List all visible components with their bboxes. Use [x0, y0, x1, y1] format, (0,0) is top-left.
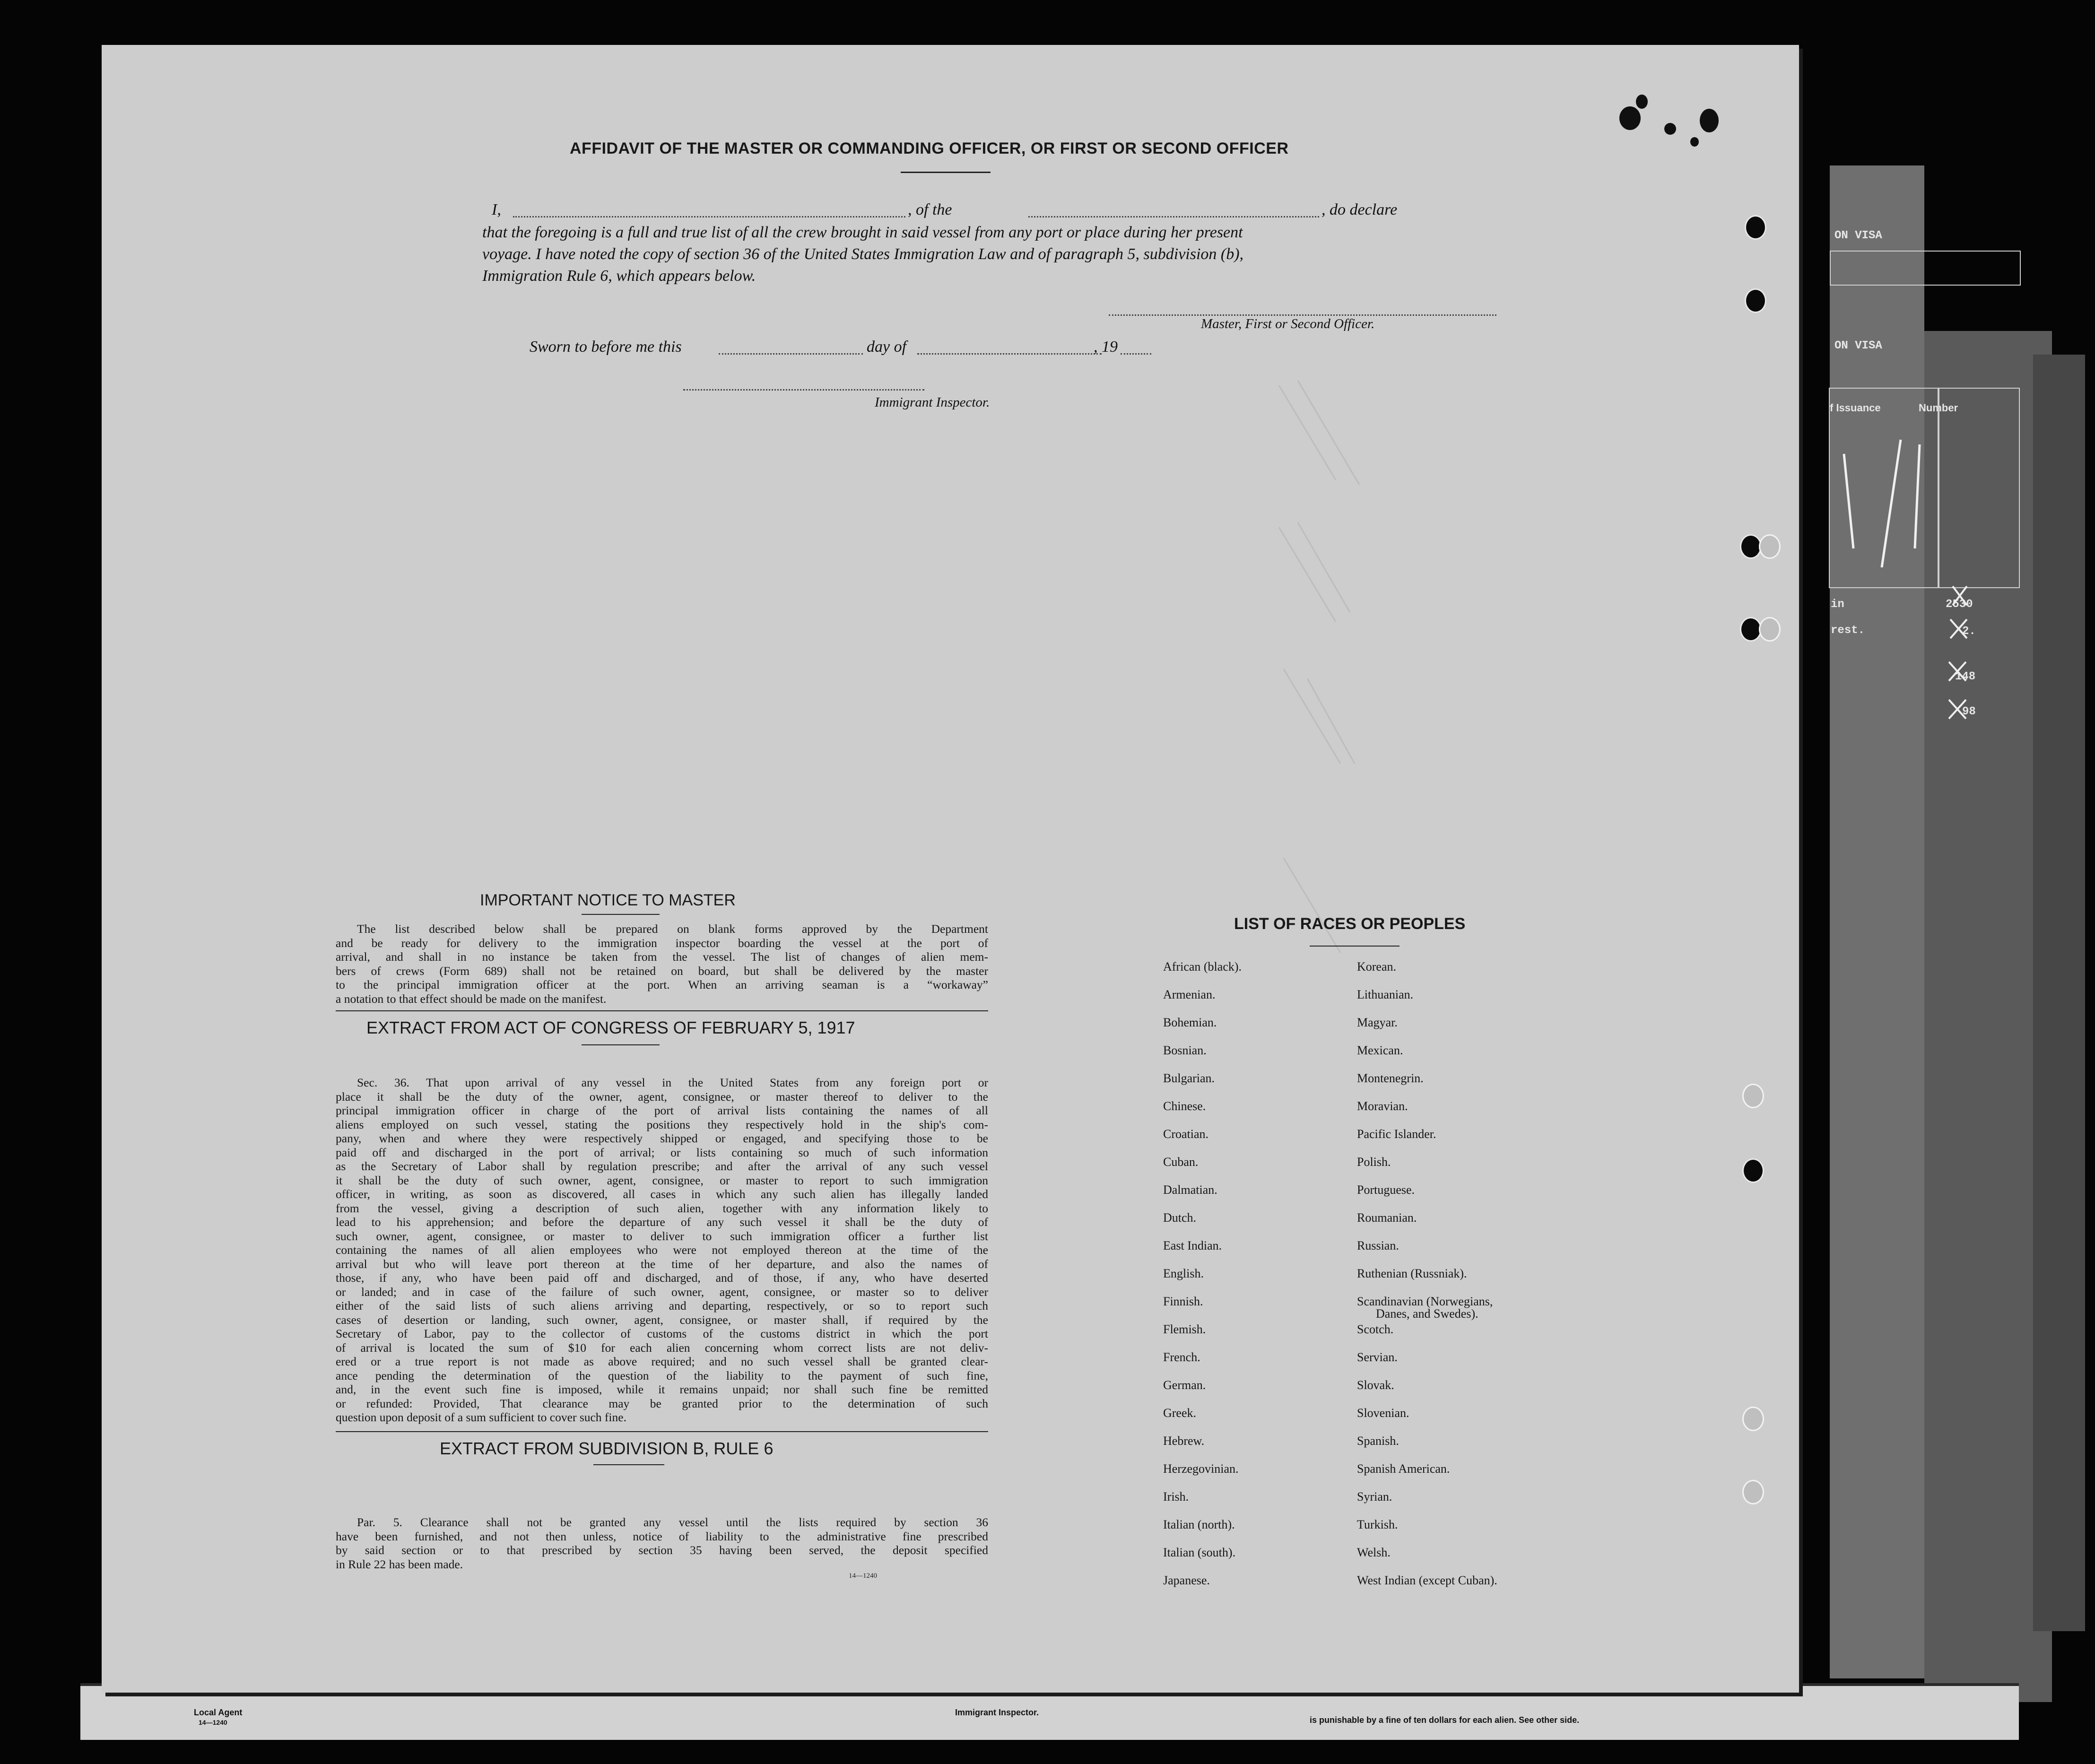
race-item: Croatian.	[1163, 1127, 1209, 1141]
act-line: officer, in writing, as soon as discovered, all cases in which any such alien has illegally landed	[336, 1187, 988, 1201]
sworn-month-blank[interactable]	[917, 353, 1102, 355]
page-stain	[1700, 109, 1719, 132]
notice-line: arrival, and shall in no instance be taken from the vessel. The list of changes of alien mem-	[336, 950, 988, 964]
notice-line: The list described below shall be prepared on blank forms approved by the Department	[357, 922, 988, 936]
act-line: pany, when and where they were respectively shipped or engaged, and specifying those to be	[336, 1131, 988, 1145]
page-stain	[1636, 95, 1648, 109]
under-page-num-2: 2.	[1962, 625, 1976, 638]
punch-hole	[1745, 288, 1766, 313]
race-item: Italian (north).	[1163, 1518, 1235, 1531]
race-item: African (black).	[1163, 960, 1242, 973]
punch-hole	[1759, 534, 1781, 559]
race-item: Spanish.	[1357, 1434, 1399, 1448]
act-line: Secretary of Labor, pay to the collector of customs of the customs district in which the port	[336, 1327, 988, 1340]
affidavit-line-2: that the foregoing is a full and true list of all the crew brought in said vessel from any port or place during her present	[482, 224, 1243, 241]
vessel-blank[interactable]	[1028, 216, 1319, 217]
race-item	[1357, 1295, 1497, 1322]
sworn-day-blank[interactable]	[719, 353, 863, 355]
race-item: Flemish.	[1163, 1322, 1206, 1336]
race-item: Syrian.	[1357, 1490, 1392, 1503]
notice-title-rule	[582, 914, 660, 915]
race-item: Hebrew.	[1163, 1434, 1205, 1448]
race-item: Bohemian.	[1163, 1016, 1217, 1029]
race-item: Pacific Islander.	[1357, 1127, 1436, 1141]
bleed-through-marks	[1269, 376, 1459, 991]
races-title-rule	[1310, 946, 1400, 947]
punch-hole	[1745, 215, 1766, 240]
race-item: Herzegovinian.	[1163, 1462, 1239, 1476]
act-line: or landed; and in case of the failure of such owner, agent, consignee, or master so to deliver	[336, 1285, 988, 1299]
race-item: Irish.	[1163, 1490, 1189, 1503]
race-item: Turkish.	[1357, 1518, 1398, 1531]
race-item: Scotch.	[1357, 1322, 1394, 1336]
race-item: East Indian.	[1163, 1239, 1222, 1252]
act-line: principal immigration officer in charge of the port of arrival lists containing the names of all	[336, 1104, 988, 1117]
under-page-pen-marks	[1825, 426, 2024, 756]
race-item: Greek.	[1163, 1406, 1197, 1420]
bottom-strip-form-no: 14—1240	[199, 1719, 227, 1726]
punch-hole	[1742, 1480, 1764, 1504]
act-line: cases of desertion or landing, such owner, agent, consignee, or master shall, if required by the	[336, 1312, 988, 1327]
act-line: of arrival is located the sum of $10 for each alien concerning whom correct lists are not deliv-	[336, 1340, 988, 1355]
act-line: and, in the event such fine is imposed, while it remains unpaid; nor shall such fine be remitted	[336, 1382, 988, 1396]
race-item: Servian.	[1357, 1350, 1398, 1364]
notice-line: bers of crews (Form 689) shall not be retained on board, but shall be delivered by the master	[336, 964, 988, 978]
under-page-on-visa-1: ON VISA	[1834, 229, 1882, 242]
act-line: ance pending the determination of the question of the liability to the payment of such fine,	[336, 1368, 988, 1382]
extract-rule-body	[336, 1515, 988, 1571]
race-item-continuation: Danes, and Swedes).	[1376, 1307, 1478, 1321]
race-item: Welsh.	[1357, 1546, 1391, 1559]
race-item-text: Scandinavian (Norwegians,	[1357, 1295, 1493, 1308]
form-page	[102, 45, 1799, 1693]
race-item: English.	[1163, 1267, 1204, 1280]
notice-title: IMPORTANT NOTICE TO MASTER	[480, 891, 736, 909]
race-item: Mexican.	[1357, 1043, 1403, 1057]
sworn-year: , 19	[1094, 338, 1118, 356]
act-line: arrival but who will leave port thereon at the time of her departure, and also the names of	[336, 1257, 988, 1271]
under-page-issuance: f Issuance	[1830, 402, 1881, 414]
race-item: Slovak.	[1357, 1378, 1394, 1392]
act-line: from the vessel, giving a description of such alien, together with any information likely to	[336, 1201, 988, 1215]
affidavit-title-rule	[901, 172, 991, 173]
race-item: Roumanian.	[1357, 1211, 1417, 1225]
extract-act-body	[336, 1076, 988, 1425]
rule-line: in Rule 22 has been made.	[336, 1557, 463, 1571]
rule-line: have been furnished, and not then unless, notice of liability to the administrative fine prescribed	[336, 1529, 988, 1543]
notice-line: to the principal immigration officer at the port. When an arriving seaman is a “workaway”	[336, 978, 988, 991]
act-line: ered or a true report is not made as above required; and no such vessel shall be granted clear-	[336, 1355, 988, 1368]
act-line: those, if any, who have been paid off and discharged, and of those, if any, who have deserted	[336, 1271, 988, 1285]
page-stain	[1690, 137, 1699, 147]
under-page-num-3: 148	[1955, 670, 1976, 683]
race-item: Magyar.	[1357, 1016, 1398, 1029]
inspector-signature-blank[interactable]	[683, 389, 924, 391]
under-page-box	[1830, 251, 2021, 286]
affidavit-line-4: Immigration Rule 6, which appears below.	[482, 267, 756, 285]
race-item: Montenegrin.	[1357, 1071, 1424, 1085]
race-item: Spanish American.	[1357, 1462, 1450, 1476]
race-item: Bulgarian.	[1163, 1071, 1215, 1085]
act-line: either of the said lists of such aliens arriving and departing, respectively, or so to report such	[336, 1299, 988, 1312]
affidavit-title: AFFIDAVIT OF THE MASTER OR COMMANDING OFFICER, OR FIRST OR SECOND OFFICER	[570, 139, 1289, 157]
race-item: Russian.	[1357, 1239, 1399, 1252]
act-line: aliens employed on such vessel, stating the positions they respectively hold in the ship's com-	[336, 1117, 988, 1131]
rule-line: by said section or to that prescribed by section 35 having been served, the deposit specified	[336, 1543, 988, 1557]
race-item: Moravian.	[1357, 1099, 1408, 1113]
act-line: paid off and discharged in the port of arrival; or lists containing so much of such information	[336, 1145, 988, 1159]
race-item: Armenian.	[1163, 988, 1216, 1001]
punch-hole	[1742, 1407, 1764, 1431]
under-page-row-2: rest.	[1831, 624, 1865, 637]
inspector-signature-label: Immigrant Inspector.	[875, 395, 990, 410]
sworn-day-of: day of	[867, 338, 907, 356]
affidavit-do-declare: , do declare	[1321, 201, 1398, 218]
punch-hole	[1759, 617, 1781, 642]
extract-act-title-rule	[582, 1044, 660, 1045]
act-line: as the Secretary of Labor shall by regulation prescribe; and after the arrival of any such vessel	[336, 1159, 988, 1173]
race-item: Ruthenian (Russniak).	[1357, 1267, 1467, 1280]
name-blank[interactable]	[513, 216, 905, 217]
affidavit-line-3: voyage. I have noted the copy of section 36 of the United States Immigration Law and of paragraph 5, subdivision (b),	[482, 245, 1244, 263]
act-line: place it shall be the duty of the owner, agent, consignee, or master thereof to deliver to the	[336, 1089, 988, 1104]
under-page-num-1: 2530	[1946, 598, 1973, 611]
extract-act-title: EXTRACT FROM ACT OF CONGRESS OF FEBRUARY 5, 1917	[366, 1018, 855, 1037]
act-line: Sec. 36. That upon arrival of any vessel in the United States from any foreign port or	[357, 1076, 988, 1089]
under-page-num-4: 98	[1962, 705, 1976, 718]
race-item: Portuguese.	[1357, 1183, 1415, 1197]
act-line: question upon deposit of a sum sufficient to cover such fine.	[336, 1410, 626, 1424]
form-number: 14—1240	[849, 1572, 877, 1580]
sworn-year-blank[interactable]	[1121, 353, 1151, 355]
race-item: Lithuanian.	[1357, 988, 1414, 1001]
bottom-strip-local-agent: Local Agent	[194, 1708, 243, 1717]
race-item: Bosnian.	[1163, 1043, 1207, 1057]
act-divider	[336, 1431, 988, 1432]
affidavit-i: I,	[492, 201, 501, 218]
notice-body	[336, 922, 988, 1006]
extract-rule-title: EXTRACT FROM SUBDIVISION B, RULE 6	[440, 1439, 774, 1458]
race-item: Dutch.	[1163, 1211, 1197, 1225]
under-page-right-3	[2033, 355, 2085, 1631]
act-line: containing the names of all alien employees who were not employed thereon at the time of the	[336, 1243, 988, 1257]
notice-line: and be ready for delivery to the immigration inspector boarding the vessel at the port of	[336, 936, 988, 950]
race-item: Japanese.	[1163, 1573, 1210, 1587]
act-line: it shall be the duty of such owner, agent, consignee, or master to report to such immigration	[336, 1173, 988, 1187]
rule-line: Par. 5. Clearance shall not be granted any vessel until the lists required by section 36	[357, 1515, 988, 1529]
race-item: Korean.	[1357, 960, 1397, 973]
races-title: LIST OF RACES OR PEOPLES	[1234, 915, 1466, 933]
race-item: Dalmatian.	[1163, 1183, 1217, 1197]
notice-divider	[336, 1010, 988, 1011]
affidavit-of-the: , of the	[908, 201, 952, 218]
act-line: such owner, agent, consignee, or master to deliver to such immigration officer a further list	[336, 1229, 988, 1243]
act-line: lead to his apprehension; and before the departure of any such vessel it shall be the duty of	[336, 1215, 988, 1229]
race-item: Cuban.	[1163, 1155, 1199, 1169]
bottom-strip-fine-note: is punishable by a fine of ten dollars for each alien. See other side.	[1310, 1715, 1580, 1725]
races-list-right	[1357, 960, 1497, 1601]
race-item: Italian (south).	[1163, 1546, 1236, 1559]
under-page-on-visa-2: ON VISA	[1834, 339, 1882, 352]
punch-hole	[1742, 1158, 1764, 1183]
act-line: or refunded: Provided, That clearance may be granted prior to the determination of such	[336, 1396, 988, 1410]
punch-hole	[1742, 1084, 1764, 1108]
bottom-strip-inspector: Immigrant Inspector.	[955, 1708, 1039, 1717]
race-item: Finnish.	[1163, 1295, 1203, 1308]
master-signature-label: Master, First or Second Officer.	[1201, 316, 1375, 331]
under-page-number: Number	[1919, 402, 1958, 414]
sworn-text: Sworn to before me this	[530, 338, 682, 356]
master-signature-blank[interactable]	[1109, 314, 1496, 316]
notice-line: a notation to that effect should be made on the manifest.	[336, 991, 607, 1006]
race-item: Polish.	[1357, 1155, 1391, 1169]
race-item: Chinese.	[1163, 1099, 1206, 1113]
page-stain	[1619, 106, 1641, 130]
race-item: German.	[1163, 1378, 1206, 1392]
races-list-left	[1163, 960, 1242, 1601]
race-item: West Indian (except Cuban).	[1357, 1573, 1497, 1587]
race-item: Slovenian.	[1357, 1406, 1409, 1420]
extract-rule-title-rule	[593, 1464, 664, 1465]
under-page-row-1: in	[1831, 598, 1844, 611]
race-item: French.	[1163, 1350, 1200, 1364]
page-stain	[1664, 123, 1676, 135]
